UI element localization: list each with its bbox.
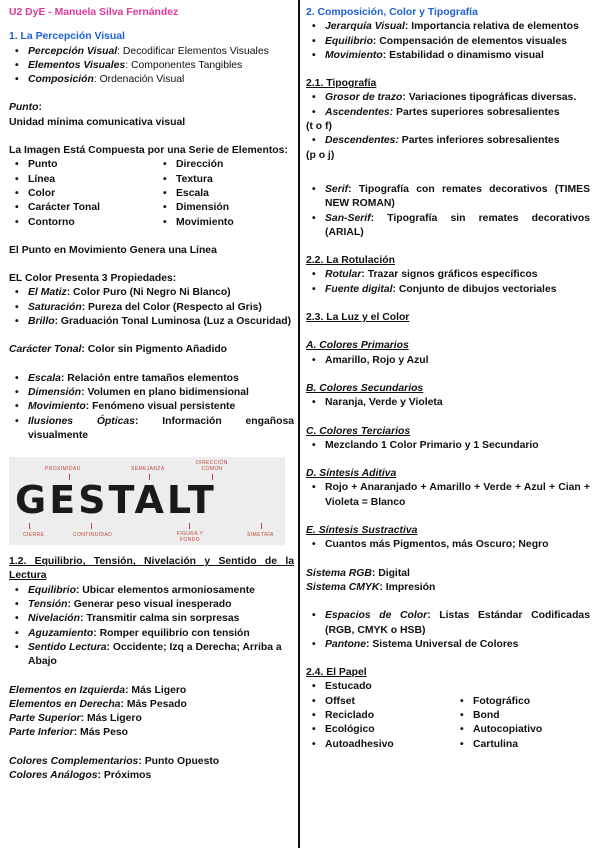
- sistema-line: Sistema CMYK: Impresión: [306, 581, 436, 593]
- gestalt-tick: [29, 523, 30, 529]
- sustractiva-list: [306, 538, 590, 552]
- column-divider: [298, 0, 300, 848]
- gestalt-label-simetria: SIMETRÍA: [247, 532, 274, 539]
- papel-grid: [306, 680, 590, 751]
- elements-list-2: [157, 158, 294, 229]
- list-item: • Ecológico: [306, 723, 454, 737]
- list-item: • Cartulina: [454, 738, 590, 752]
- list-item: • Ilusiones Ópticas: Información engañosa visualmente: [9, 415, 294, 444]
- gestalt-label-direccion: DIRECCIÓN COMÚN: [196, 460, 228, 473]
- list-item: • Autoadhesivo: [306, 738, 454, 752]
- punto-term: Punto:: [9, 102, 42, 114]
- elements-grid: [9, 158, 294, 229]
- gestalt-tick: [261, 523, 262, 529]
- colores-line: Colores Complementarios: Punto Opuesto: [9, 755, 220, 767]
- section-1-list: [9, 45, 294, 88]
- list-item: • Ascendentes: Partes superiores sobresalientes: [306, 106, 590, 120]
- color-heading: EL Color Presenta 3 Propiedades:: [9, 273, 177, 285]
- punto-definition: Unidad mínima comunicativa visual: [9, 116, 186, 128]
- section-2-list: [306, 20, 590, 63]
- list-item: • Percepción Visual: Decodificar Elementos Visuales: [9, 45, 294, 59]
- serif-list: [306, 183, 590, 240]
- punto-movimiento: El Punto en Movimiento Genera una Línea: [9, 244, 217, 256]
- pesos-block: [9, 684, 294, 741]
- list-item: • Espacios de Color: Listas Estándar Codificadas (RGB, CMYK o HSB): [306, 609, 590, 638]
- peso-line: Parte Superior: Más Ligero: [9, 713, 142, 725]
- list-item: • Autocopiativo: [454, 723, 590, 737]
- imagen-heading: La Imagen Está Compuesta por una Serie de Elementos:: [9, 145, 288, 157]
- list-item: • Elementos Visuales: Componentes Tangibles: [9, 59, 294, 73]
- sustractiva-title: E. Síntesis Sustractiva: [306, 525, 418, 537]
- list-item: • Fotográfico: [454, 695, 590, 709]
- list-item: • Color: [9, 187, 157, 201]
- escala-list: [9, 372, 294, 443]
- gestalt-word: GESTALT: [15, 478, 217, 523]
- peso-line: Elementos en Izquierda: Más Ligero: [9, 684, 187, 696]
- list-item: • Saturación: Pureza del Color (Respecto al Gris): [9, 301, 294, 315]
- section-2-3-title: 2.3. La Luz y el Color: [306, 312, 410, 324]
- list-item: • Carácter Tonal: [9, 201, 157, 215]
- sistemas-block: [306, 567, 590, 596]
- tipografia-list-2: [306, 134, 590, 148]
- list-item: • Naranja, Verde y Violeta: [306, 396, 590, 410]
- list-item: • Tensión: Generar peso visual inesperado: [9, 598, 294, 612]
- right-column: [306, 0, 590, 752]
- terciarios-list: [306, 439, 590, 453]
- secundarios-list: [306, 396, 590, 410]
- primarios-title: A. Colores Primarios: [306, 340, 409, 352]
- list-item: • Línea: [9, 173, 157, 187]
- list-item: • Nivelación: Transmitir calma sin sorpresas: [9, 612, 294, 626]
- aditiva-list: [306, 481, 590, 510]
- section-2-2-title: 2.2. La Rotulación: [306, 255, 395, 267]
- list-item: • Equilibrio: Ubicar elementos armoniosamente: [9, 584, 294, 598]
- list-item: • Aguzamiento: Romper equilibrio con tensión: [9, 627, 294, 641]
- ascendentes-examples: (t o f): [306, 121, 332, 133]
- document-title: U2 DyE - Manuela Silva Fernández: [9, 7, 179, 18]
- list-item: • Cuantos más Pigmentos, más Oscuro; Negro: [306, 538, 590, 552]
- caracter-tonal: Carácter Tonal: Color sin Pigmento Añadido: [9, 344, 228, 356]
- list-item: • Composición: Ordenación Visual: [9, 73, 294, 87]
- list-item: • Serif: Tipografía con remates decorativos (TIMES NEW ROMAN): [306, 183, 590, 212]
- list-item: • Punto: [9, 158, 157, 172]
- secundarios-title: B. Colores Secundarios: [306, 382, 424, 394]
- primarios-list: [306, 354, 590, 368]
- list-item: • Fuente digital: Conjunto de dibujos vectoriales: [306, 283, 590, 297]
- list-item: • Estucado: [306, 680, 454, 694]
- list-item: • Rotular: Trazar signos gráficos específicos: [306, 268, 590, 282]
- colores-line: Colores Análogos: Próximos: [9, 769, 152, 781]
- list-item: • Rojo + Anaranjado + Amarillo + Verde + Azul + Cian + Violeta = Blanco: [306, 481, 590, 510]
- list-item: • Reciclado: [306, 709, 454, 723]
- list-item: • Amarillo, Rojo y Azul: [306, 354, 590, 368]
- elements-list-1: [9, 158, 157, 229]
- list-item: • Movimiento: Estabilidad o dinamismo visual: [306, 49, 590, 63]
- color-list: [9, 286, 294, 329]
- section-2-1-title: 2.1. Tipografía: [306, 78, 377, 90]
- list-item: • Contorno: [9, 216, 157, 230]
- terciarios-title: C. Colores Terciarios: [306, 425, 411, 437]
- list-item: • San-Serif: Tipografía sin remates decorativos (ARIAL): [306, 212, 590, 241]
- list-item: • Descendentes: Partes inferiores sobresalientes: [306, 134, 590, 148]
- gestalt-tick: [91, 523, 92, 529]
- gestalt-label-cierre: CIERRE: [23, 532, 45, 539]
- colores-relaciones: [9, 755, 294, 784]
- section-2-4-title: 2.4. El Papel: [306, 667, 367, 679]
- papel-list-2: [454, 680, 590, 751]
- gestalt-label-continuidad: CONTINUIDAD: [73, 532, 113, 539]
- gestalt-label-figura-fondo: FIGURA Y FONDO: [176, 531, 204, 544]
- list-item: • Offset: [306, 695, 454, 709]
- sistema-line: Sistema RGB: Digital: [306, 567, 410, 579]
- rotulacion-list: [306, 268, 590, 297]
- peso-line: Parte Inferior: Más Peso: [9, 727, 128, 739]
- gestalt-label-semejanza: SEMEJANZA: [131, 466, 165, 473]
- gestalt-label-proximidad: PROXIMIDAD: [45, 466, 81, 473]
- list-item: • El Matiz: Color Puro (Ni Negro Ni Blanco): [9, 286, 294, 300]
- list-item: • Grosor de trazo: Variaciones tipográficas diversas.: [306, 91, 590, 105]
- list-item: • Mezclando 1 Color Primario y 1 Secundario: [306, 439, 590, 453]
- list-item: • Dirección: [157, 158, 294, 172]
- list-item: • Dimensión: [157, 201, 294, 215]
- descendentes-examples: (p o j): [306, 149, 335, 161]
- list-item: • Jerarquía Visual: Importancia relativa de elementos: [306, 20, 590, 34]
- section-1-2-title: 1.2. Equilibrio, Tensión, Nivelación y Sentido de la Lectura: [9, 556, 294, 582]
- section-1-2-list: [9, 584, 294, 670]
- list-item: • Textura: [157, 173, 294, 187]
- list-item: • Escala: [157, 187, 294, 201]
- list-item: • Dimensión: Volumen en plano bidimensional: [9, 386, 294, 400]
- list-item: • Movimiento: Fenómeno visual persistente: [9, 400, 294, 414]
- papel-list-1: [306, 680, 454, 751]
- section-1-title: 1. La Percepción Visual: [9, 31, 125, 43]
- list-item: • Movimiento: [157, 216, 294, 230]
- left-column: [9, 0, 294, 783]
- gestalt-tick: [189, 523, 190, 529]
- tipografia-list-1: [306, 91, 590, 120]
- section-2-title: 2. Composición, Color y Tipografía: [306, 7, 478, 18]
- list-item: • Pantone: Sistema Universal de Colores: [306, 638, 590, 652]
- list-item: • Bond: [454, 709, 590, 723]
- list-item: • Brillo: Graduación Tonal Luminosa (Luz a Oscuridad): [9, 315, 294, 329]
- peso-line: Elementos en Derecha: Más Pesado: [9, 698, 187, 710]
- gestalt-image: [9, 457, 285, 545]
- espacios-list: [306, 609, 590, 652]
- aditiva-title: D. Síntesis Aditiva: [306, 468, 397, 480]
- list-item: • Equilibrio: Compensación de elementos visuales: [306, 35, 590, 49]
- list-item: • Escala: Relación entre tamaños elementos: [9, 372, 294, 386]
- list-item: • Sentido Lectura: Occidente; Izq a Derecha; Arriba a Abajo: [9, 641, 294, 670]
